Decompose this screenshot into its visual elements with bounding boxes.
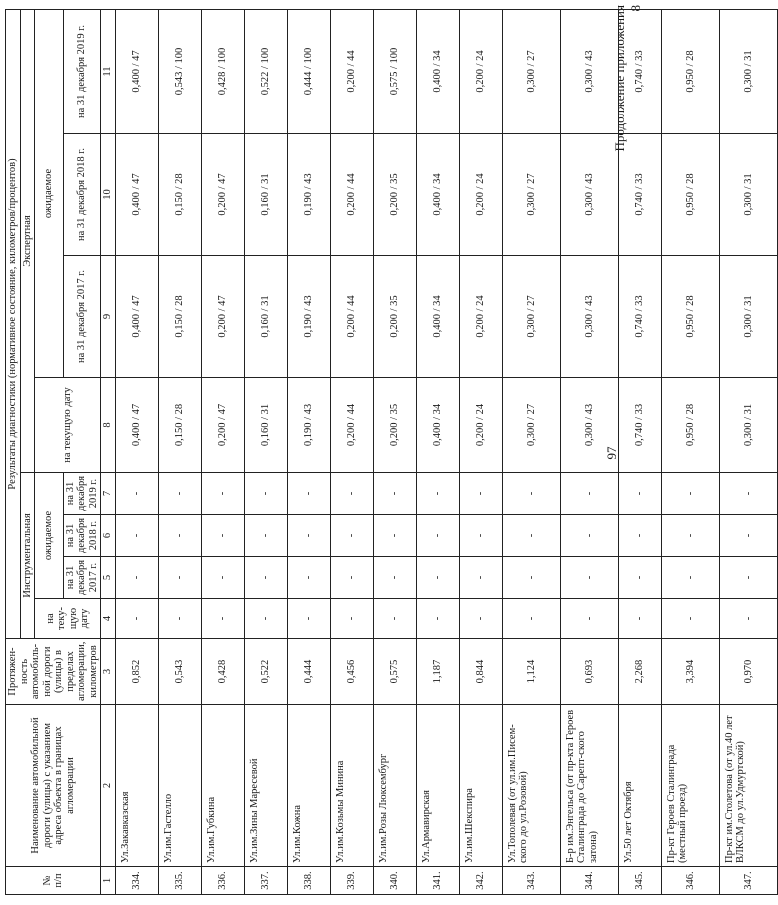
instr-2018: -: [158, 515, 201, 557]
expert-2017: 0,200 / 44: [330, 256, 373, 378]
road-name: Ул.им.Козьмы Минина: [330, 705, 373, 867]
instr-2019: -: [661, 473, 719, 515]
expert-current: 0,950 / 28: [661, 378, 719, 473]
instr-current: -: [416, 599, 459, 639]
instr-2019: -: [115, 473, 158, 515]
expert-2017: 0,950 / 28: [661, 256, 719, 378]
road-name: Ул.Армавирская: [416, 705, 459, 867]
expert-current: 0,300 / 43: [560, 378, 618, 473]
header-instr-2017: на 31 декабря 2017 г.: [63, 557, 101, 599]
header-instrumental: Инструментальная: [20, 473, 35, 639]
road-length: 0,522: [244, 639, 287, 705]
expert-2019: 0,300 / 27: [502, 10, 560, 134]
header-number: № п/п: [6, 867, 101, 895]
expert-current: 0,300 / 27: [502, 378, 560, 473]
instr-current: -: [201, 599, 244, 639]
table-row: [459, 10, 502, 895]
table-row: [115, 10, 158, 895]
road-name: Ул.50 лет Октября: [618, 705, 661, 867]
expert-2019: 0,200 / 24: [459, 10, 502, 134]
table-row: [560, 10, 618, 895]
row-number: 341.: [416, 867, 459, 895]
table-row: [244, 10, 287, 895]
table-row: [719, 10, 777, 895]
instr-2017: -: [201, 557, 244, 599]
row-number: 337.: [244, 867, 287, 895]
expert-2019: 0,950 / 28: [661, 10, 719, 134]
instr-2019: -: [330, 473, 373, 515]
expert-2019: 0,300 / 43: [560, 10, 618, 134]
table-row: [373, 10, 416, 895]
instr-2019: -: [158, 473, 201, 515]
expert-2019: 0,522 / 100: [244, 10, 287, 134]
column-number: 7: [101, 473, 116, 515]
expert-2019: 0,543 / 100: [158, 10, 201, 134]
expert-2018: 0,950 / 28: [661, 134, 719, 256]
road-length: 0,456: [330, 639, 373, 705]
expert-2018: 0,150 / 28: [158, 134, 201, 256]
instr-2017: -: [244, 557, 287, 599]
road-name: Ул.им.Шекспира: [459, 705, 502, 867]
instr-current: -: [373, 599, 416, 639]
expert-2017: 0,400 / 47: [115, 256, 158, 378]
header-diagnostics-results: Результаты диагностики (нормативное состояние, километров/процентов): [6, 10, 21, 639]
instr-2018: -: [459, 515, 502, 557]
expert-2019: 0,575 / 100: [373, 10, 416, 134]
expert-2019: 0,740 / 33: [618, 10, 661, 134]
instr-current: -: [661, 599, 719, 639]
instr-2018: -: [560, 515, 618, 557]
expert-2017: 0,300 / 27: [502, 256, 560, 378]
expert-current: 0,190 / 43: [287, 378, 330, 473]
instr-2018: -: [287, 515, 330, 557]
header-expert-2019: на 31 декабря 2019 г.: [63, 10, 101, 134]
header-expert-2017: на 31 декабря 2017 г.: [63, 256, 101, 378]
road-length: 0,444: [287, 639, 330, 705]
instr-2019: -: [201, 473, 244, 515]
expert-2017: 0,160 / 31: [244, 256, 287, 378]
table-row: [201, 10, 244, 895]
header-expert-current: на текущую дату: [35, 378, 101, 473]
expert-2017: 0,200 / 47: [201, 256, 244, 378]
column-number: 2: [101, 705, 116, 867]
row-number: 345.: [618, 867, 661, 895]
header-expert-2018: на 31 декабря 2018 г.: [63, 134, 101, 256]
expert-2018: 0,200 / 35: [373, 134, 416, 256]
expert-2018: 0,300 / 27: [502, 134, 560, 256]
table-row: [287, 10, 330, 895]
instr-2019: -: [244, 473, 287, 515]
road-name: Ул.им.Кожна: [287, 705, 330, 867]
header-length: Протяжен-ность автомобиль-ной дороги (улицы) в пределах агломерации, километров: [6, 639, 101, 705]
instr-2018: -: [244, 515, 287, 557]
expert-current: 0,740 / 33: [618, 378, 661, 473]
instr-current: -: [618, 599, 661, 639]
row-number: 343.: [502, 867, 560, 895]
instr-current: -: [330, 599, 373, 639]
expert-2019: 0,400 / 47: [115, 10, 158, 134]
road-length: 0,970: [719, 639, 777, 705]
road-name: Пр-кт Героев Сталинграда (местный проезд): [661, 705, 719, 867]
expert-2019: 0,400 / 34: [416, 10, 459, 134]
expert-2017: 0,200 / 24: [459, 256, 502, 378]
header-expert: Экспертная: [20, 10, 35, 473]
column-number: 3: [101, 639, 116, 705]
row-number: 346.: [661, 867, 719, 895]
expert-2019: 0,300 / 31: [719, 10, 777, 134]
header-instr-expected: ожидаемое: [35, 473, 64, 599]
table-row: [618, 10, 661, 895]
instr-2018: -: [719, 515, 777, 557]
road-name: Ул.им.Розы Люксембург: [373, 705, 416, 867]
instr-2018: -: [416, 515, 459, 557]
header-instr-2018: на 31 декабря 2018 г.: [63, 515, 101, 557]
row-number: 338.: [287, 867, 330, 895]
row-number: 336.: [201, 867, 244, 895]
row-number: 342.: [459, 867, 502, 895]
road-length: 1,124: [502, 639, 560, 705]
column-number-row: [101, 10, 116, 895]
road-name: Ул.им.Зины Маресевой: [244, 705, 287, 867]
instr-2017: -: [287, 557, 330, 599]
column-number: 10: [101, 134, 116, 256]
road-length: 0,575: [373, 639, 416, 705]
column-number: 8: [101, 378, 116, 473]
expert-current: 0,300 / 31: [719, 378, 777, 473]
expert-2018: 0,740 / 33: [618, 134, 661, 256]
expert-2017: 0,190 / 43: [287, 256, 330, 378]
row-number: 344.: [560, 867, 618, 895]
road-name: Ул.им.Губкина: [201, 705, 244, 867]
expert-2018: 0,300 / 43: [560, 134, 618, 256]
expert-2019: 0,428 / 100: [201, 10, 244, 134]
expert-2017: 0,400 / 34: [416, 256, 459, 378]
instr-2018: -: [330, 515, 373, 557]
instr-2018: -: [373, 515, 416, 557]
column-number: 5: [101, 557, 116, 599]
instr-2019: -: [459, 473, 502, 515]
instr-2019: -: [719, 473, 777, 515]
row-number: 334.: [115, 867, 158, 895]
page-number: 97: [604, 446, 619, 460]
expert-current: 0,200 / 47: [201, 378, 244, 473]
row-number: 339.: [330, 867, 373, 895]
instr-2017: -: [416, 557, 459, 599]
road-name: Пр-кт им.Столетова (от ул.40 лет ВЛКСМ до ул.Удмуртской): [719, 705, 777, 867]
expert-2017: 0,200 / 35: [373, 256, 416, 378]
column-number: 1: [101, 867, 116, 895]
instr-2019: -: [618, 473, 661, 515]
instr-2018: -: [115, 515, 158, 557]
expert-2017: 0,300 / 31: [719, 256, 777, 378]
road-length: 1,187: [416, 639, 459, 705]
table-row: [158, 10, 201, 895]
road-length: 0,844: [459, 639, 502, 705]
expert-2019: 0,444 / 100: [287, 10, 330, 134]
road-length: 3,394: [661, 639, 719, 705]
row-number: 340.: [373, 867, 416, 895]
instr-2017: -: [719, 557, 777, 599]
road-length: 0,693: [560, 639, 618, 705]
instr-2017: -: [502, 557, 560, 599]
instr-current: -: [287, 599, 330, 639]
diagnostics-table: [5, 9, 778, 895]
row-number: 335.: [158, 867, 201, 895]
road-name: Б-р им.Энгельса (от пр-кта Героев Сталинграда до Сарепт-ского затона): [560, 705, 618, 867]
instr-2019: -: [373, 473, 416, 515]
row-number: 347.: [719, 867, 777, 895]
instr-current: -: [560, 599, 618, 639]
expert-2018: 0,190 / 43: [287, 134, 330, 256]
expert-2018: 0,160 / 31: [244, 134, 287, 256]
road-name: Ул.Закавказская: [115, 705, 158, 867]
road-length: 0,543: [158, 639, 201, 705]
instr-current: -: [502, 599, 560, 639]
instr-2019: -: [287, 473, 330, 515]
expert-2018: 0,300 / 31: [719, 134, 777, 256]
road-length: 0,852: [115, 639, 158, 705]
instr-2018: -: [502, 515, 560, 557]
table-row: [661, 10, 719, 895]
instr-2018: -: [618, 515, 661, 557]
expert-current: 0,160 / 31: [244, 378, 287, 473]
instr-2017: -: [618, 557, 661, 599]
expert-2017: 0,150 / 28: [158, 256, 201, 378]
instr-2018: -: [201, 515, 244, 557]
expert-2018: 0,200 / 24: [459, 134, 502, 256]
road-length: 0,428: [201, 639, 244, 705]
expert-2018: 0,400 / 47: [115, 134, 158, 256]
expert-current: 0,200 / 24: [459, 378, 502, 473]
expert-2018: 0,200 / 44: [330, 134, 373, 256]
header-instr-current: на теку-щую дату: [35, 599, 101, 639]
instr-2017: -: [158, 557, 201, 599]
annex-continuation-note: Продолжение приложения 8: [612, 5, 643, 152]
instr-2017: -: [115, 557, 158, 599]
table-row: [330, 10, 373, 895]
column-number: 9: [101, 256, 116, 378]
instr-2017: -: [330, 557, 373, 599]
instr-current: -: [459, 599, 502, 639]
road-name: Ул.Тополевая (от ул.им.Писем-ского до ул.Розовой): [502, 705, 560, 867]
expert-current: 0,150 / 28: [158, 378, 201, 473]
header-road-name: Наименование автомобильной дороги (улицы) с указанием адреса объекта в границах агломерации: [6, 705, 101, 867]
expert-current: 0,400 / 47: [115, 378, 158, 473]
instr-current: -: [115, 599, 158, 639]
instr-2019: -: [560, 473, 618, 515]
instr-2017: -: [560, 557, 618, 599]
table-row: [416, 10, 459, 895]
table-row: [502, 10, 560, 895]
header-instr-2019: на 31 декабря 2019 г.: [63, 473, 101, 515]
expert-current: 0,200 / 44: [330, 378, 373, 473]
instr-current: -: [244, 599, 287, 639]
expert-current: 0,200 / 35: [373, 378, 416, 473]
column-number: 11: [101, 10, 116, 134]
expert-2019: 0,200 / 44: [330, 10, 373, 134]
instr-2018: -: [661, 515, 719, 557]
instr-2017: -: [459, 557, 502, 599]
column-number: 4: [101, 599, 116, 639]
instr-2017: -: [373, 557, 416, 599]
instr-current: -: [158, 599, 201, 639]
instr-2019: -: [416, 473, 459, 515]
expert-2018: 0,400 / 34: [416, 134, 459, 256]
instr-2019: -: [502, 473, 560, 515]
expert-2017: 0,740 / 33: [618, 256, 661, 378]
instr-current: -: [719, 599, 777, 639]
expert-current: 0,400 / 34: [416, 378, 459, 473]
instr-2017: -: [661, 557, 719, 599]
road-name: Ул.им.Гастелло: [158, 705, 201, 867]
expert-2018: 0,200 / 47: [201, 134, 244, 256]
road-length: 2,268: [618, 639, 661, 705]
table-body: [115, 10, 777, 895]
header-expert-expected: ожидаемое: [35, 10, 64, 378]
expert-2017: 0,300 / 43: [560, 256, 618, 378]
column-number: 6: [101, 515, 116, 557]
